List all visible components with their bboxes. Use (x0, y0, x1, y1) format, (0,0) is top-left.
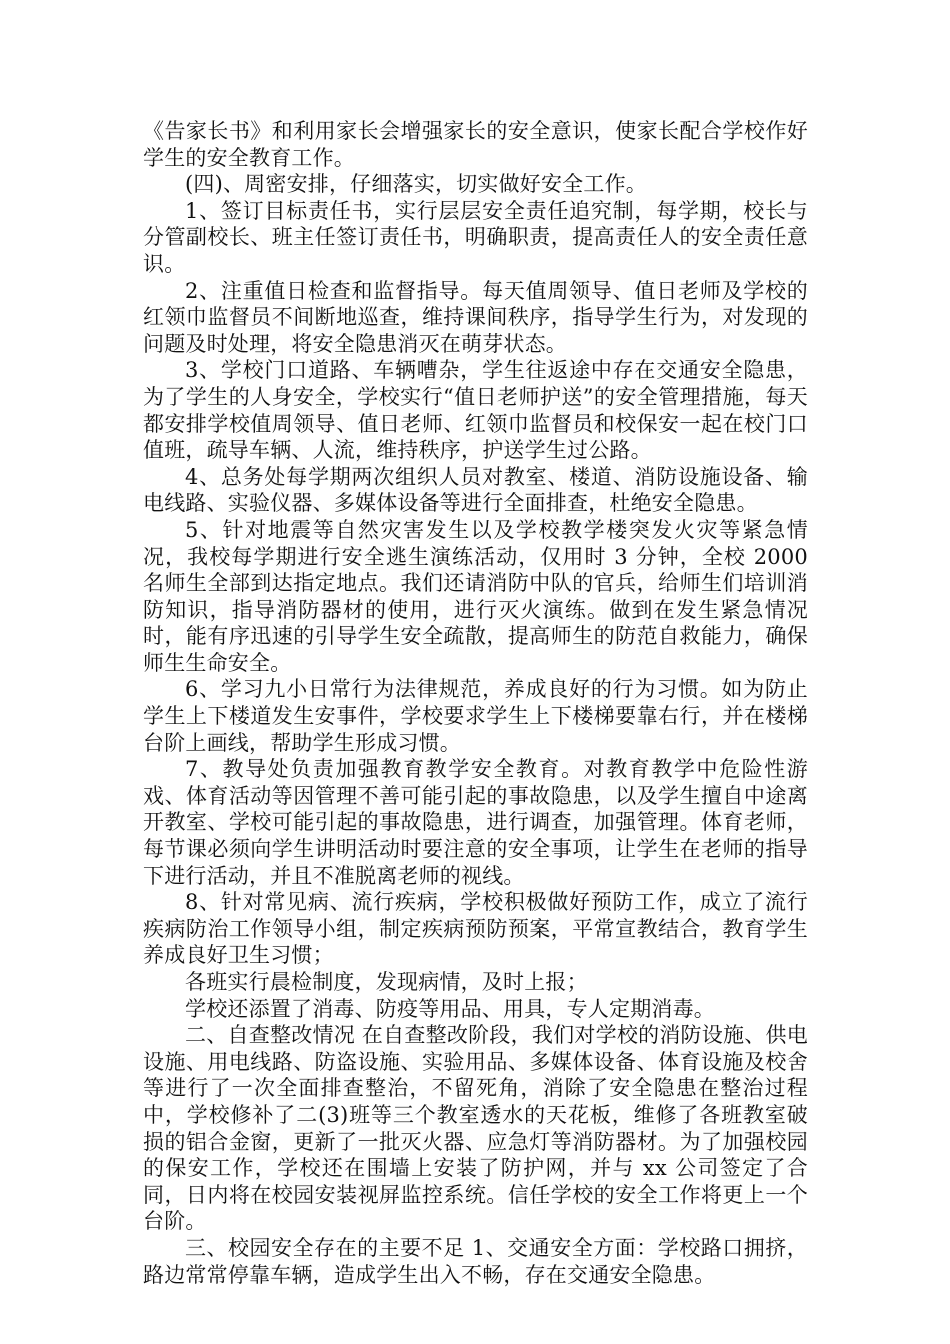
paragraph-section-three: 三、校园安全存在的主要不足 1、交通安全方面：学校路口拥挤，路边常常停靠车辆，造成学生出入不畅，存在交通安全隐患。 (143, 1235, 808, 1287)
paragraph-item-5: 5、针对地震等自然灾害发生以及学校教学楼突发火灾等紧急情况，我校每学期进行安全逃生演练活动，仅用时 3 分钟，全校 2000 名师生全部到达指定地点。我们还请消防中队的官兵，给师生们培训消防知识，指导消防器材的使用，进行灭火演练。做到在发生紧急情况时，能有序迅速的引导学生安全疏散，提高师生的防范自救能力，确保师生生命安全。 (143, 517, 808, 675)
paragraph-item-1: 1、签订目标责任书，实行层层安全责任追究制，每学期，校长与分管副校长、班主任签订责任书，明确职责，提高责任人的安全责任意识。 (143, 198, 808, 276)
paragraph-item-7: 7、教导处负责加强教育教学安全教育。对教育教学中危险性游戏、体育活动等因管理不善可能引起的事故隐患，以及学生擅自中途离开教室、学校可能引起的事故隐患，进行调查，加强管理。体育老师，每节课必须向学生讲明活动时要注意的安全事项，让学生在老师的指导下进行活动，并且不准脱离老师的视线。 (143, 757, 808, 888)
paragraph-section-four-heading: (四)、周密安排，仔细落实，切实做好安全工作。 (185, 172, 647, 197)
paragraph-item-6: 6、学习九小日常行为法律规范，养成良好的行为习惯。如为防止学生上下楼道发生安事件，学校要求学生上下楼梯要靠右行，并在楼梯台阶上画线，帮助学生形成习惯。 (143, 677, 808, 755)
paragraph-section-two: 二、自查整改情况 在自查整改阶段，我们对学校的消防设施、供电设施、用电线路、防盗设施、实验用品、多媒体设备、体育设施及校舍等进行了一次全面排查整治，不留死角，消除了安全隐患在整治过程中，学校修补了二(3)班等三个教室透水的天花板，维修了各班教室破损的铝合金窗，更新了一批灭火器、应急灯等消防器材。为了加强校园的保安工作，学校还在围墙上安装了防护网，并与 xx 公司签定了合同，日内将在校园安装视屏监控系统。信任学校的安全工作将更上一个台阶。 (143, 1023, 808, 1234)
paragraph-disinfection: 学校还添置了消毒、防疫等用品、用具，专人定期消毒。 (185, 996, 715, 1021)
paragraph-item-3: 3、学校门口道路、车辆嘈杂，学生往返途中存在交通安全隐患，为了学生的人身安全，学校实行“值日老师护送”的安全管理措施，每天都安排学校值周领导、值日老师、红领巾监督员和校保安一起在校门口值班，疏导车辆、人流，维持秩序，护送学生过公路。 (143, 358, 808, 463)
paragraph-item-4: 4、总务处每学期两次组织人员对教室、楼道、消防设施设备、输电线路、实验仪器、多媒体设备等进行全面排查，杜绝安全隐患。 (143, 464, 808, 516)
paragraph-item-8: 8、针对常见病、流行疾病，学校积极做好预防工作，成立了流行疾病防治工作领导小组，制定疾病预防预案，平常宣教结合，教育学生养成良好卫生习惯； (143, 890, 808, 968)
paragraph-parent-letter: 《告家长书》和利用家长会增强家长的安全意识，使家长配合学校作好学生的安全教育工作。 (143, 119, 808, 170)
paragraph-morning-check: 各班实行晨检制度，发现病情，及时上报； (185, 970, 588, 994)
paragraph-item-2: 2、注重值日检查和监督指导。每天值周领导、值日老师及学校的红领巾监督员不间断地巡查，维持课间秩序，指导学生行为，对发现的问题及时处理，将安全隐患消灭在萌芽状态。 (143, 278, 808, 356)
document-page (143, 118, 808, 1288)
